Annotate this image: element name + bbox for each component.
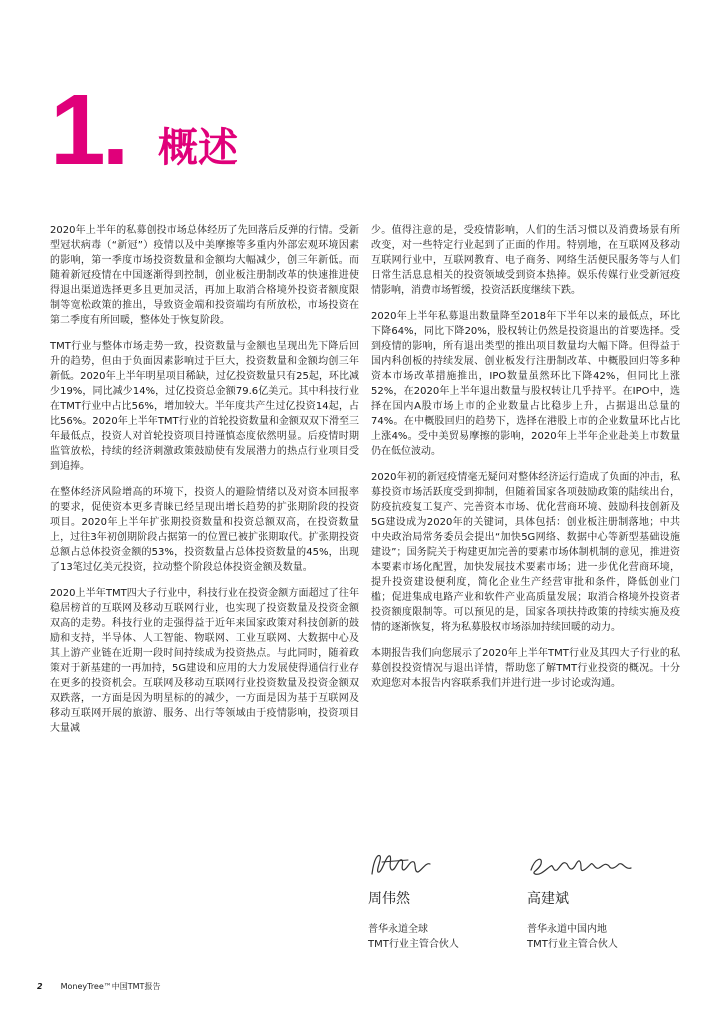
publication-title: MoneyTree™中国TMT报告 xyxy=(60,982,161,991)
signatory-block xyxy=(368,848,488,952)
signatory-name: 高建斌 xyxy=(527,891,569,907)
right-column xyxy=(371,223,680,702)
signatory-firm: 普华永道中国内地 xyxy=(527,924,607,935)
signatory-role: TMT行业主管合伙人 xyxy=(527,939,618,950)
signatory-role: TMT行业主管合伙人 xyxy=(368,939,459,950)
paragraph: TMT行业与整体市场走势一致，投资数量与金额也呈现出先下降后回升的趋势，但由于负面因素影响过于巨大，投资数量和金额均创三年新低。2020年上半年明星项目稀缺，过亿投资数量只有25起，环比减少19%，同比减少14%，过亿投资总金额79.6亿美元。其中科技行业在TMT行业中占比56%，增加较大。半年度共产生过亿投资14起，占比56%。2020年上半年TMT行业的首轮投资数量和金额双双下滑至三年最低点，投资人对首轮投资项目持谨慎态度依然明显。后疫情时期监管放松，持续的经济刺激政策鼓励使有发展潜力的热点行业项目受到追捧。 xyxy=(50,341,359,472)
paragraph: 少。值得注意的是，受疫情影响，人们的生活习惯以及消费场景有所改变，对一些特定行业起到了正面的作用。特别地，在互联网及移动互联网行业中，互联网教育、电子商务、网络生活便民服务等与人们日常生活息息相关的投资领域受到资本热捧。娱乐传媒行业受新冠疫情影响，消费市场暂缓，投资活跃度继续下跌。 xyxy=(371,225,680,296)
handwritten-signature xyxy=(527,848,647,882)
paragraph: 2020年上半年的私募创投市场总体经历了先回落后反弹的行情。受新型冠状病毒（“新冠”）疫情以及中美摩擦等多重内外部宏观环境因素的影响，第一季度市场投资数量和金额均大幅减少，创三年新低。而随着新冠疫情在中国逐渐得到控制，创业板注册制改革的快速推进使得退出渠道选择更多且更加灵活，再加上取消合格境外投资者额度限制等宽松政策的推出，导致资金端和投资端均有所放松，市场投资在第二季度有所回暖，整体处于恢复阶段。 xyxy=(50,225,359,326)
paragraph: 在整体经济风险增高的环境下，投资人的避险情绪以及对资本回报率的要求，促使资本更多青睐已经呈现出增长趋势的扩张期阶段的投资项目。2020年上半年扩张期投资数量和投资总额双高，在投资数量上，过往3年初创期阶段占据第一的位置已被扩张期取代。扩张期投资总额占总体投资金额的53%，投资数量占总体投资数量的45%，出现了13笔过亿美元投资，拉动整个阶段总体投资金额及数量。 xyxy=(50,487,359,573)
page-number: 2 xyxy=(37,982,43,991)
paragraph: 本期报告我们向您展示了2020年上半年TMT行业及其四大子行业的私募创投投资情况与退出详情，帮助您了解TMT行业投资的概况。十分欢迎您对本报告内容联系我们并进行进一步讨论或沟通。 xyxy=(371,648,680,689)
page-footer xyxy=(37,981,160,993)
paragraph: 2020年初的新冠疫情毫无疑问对整体经济运行造成了负面的冲击，私募投资市场活跃度受到抑制，但随着国家各项鼓励政策的陆续出台，防疫抗疫复工复产、完善资本市场、优化营商环境、鼓励科技创新及5G建设成为2020年的关键词，具体包括：创业板注册制落地；中共中央政治局常务委员会提出“加快5G网络、数据中心等新型基础设施建设”；国务院关于构建更加完善的要素市场体制机制的意见，推进资本要素市场化配置，加快发展技术要素市场；进一步优化营商环境，提升投资建设便利度，简化企业生产经营审批和条件，降低创业门槛；促进集成电路产业和软件产业高质量发展；取消合格境外投资者投资额度限制等。可以预见的是，国家各项扶持政策的持续实施及疫情的逐渐恢复，将为私募股权市场添加持续回暖的动力。 xyxy=(371,472,680,633)
section-title: 概述 xyxy=(158,125,238,171)
signatory-firm: 普华永道全球 xyxy=(368,924,428,935)
signatory-block xyxy=(527,848,647,952)
handwritten-signature xyxy=(368,848,488,882)
left-column xyxy=(50,223,359,747)
section-number: 1. xyxy=(50,74,126,186)
paragraph: 2020上半年TMT四大子行业中，科技行业在投资金额方面超过了往年稳居榜首的互联网及移动互联网行业，也实现了投资数量及投资金额双高的走势。科技行业的走强得益于近年来国家政策对科技创新的鼓励和支持，半导体、人工智能、物联网、工业互联网、大数据中心及其上游产业链在近期一段时间持续成为投资热点。与此同时，随着政策对于新基建的一再加持，5G建设和应用的大力发展使得通信行业存在更多的投资机会。互联网及移动互联网行业投资数量及投资金额双双跌落，一方面是因为明星标的的减少，一方面是因为基于互联网及移动互联网开展的旅游、服务、出行等领域由于疫情影响，投资项目大量减 xyxy=(50,588,359,734)
signatory-name: 周伟然 xyxy=(368,891,410,907)
paragraph: 2020年上半年私募退出数量降至2018年下半年以来的最低点，环比下降64%，同比下降20%，股权转让仍然是投资退出的首要选择。受到疫情的影响，所有退出类型的推出项目数量均大幅下降。但得益于国内科创板的持续发展、创业板发行注册制改革、中概股回归等多种资本市场改革措施推出，IPO数量虽然环比下降42%，但同比上涨52%，在2020年上半年退出数量与股权转让几乎持平。在IPO中，选择在国内A股市场上市的企业数量占比稳步上升，占据退出总量的74%。在中概股回归的趋势下，选择在港股上市的企业数量环比占比上涨4%。受中美贸易摩擦的影响，2020年上半年企业赴美上市数量仍在低位波动。 xyxy=(371,311,680,457)
